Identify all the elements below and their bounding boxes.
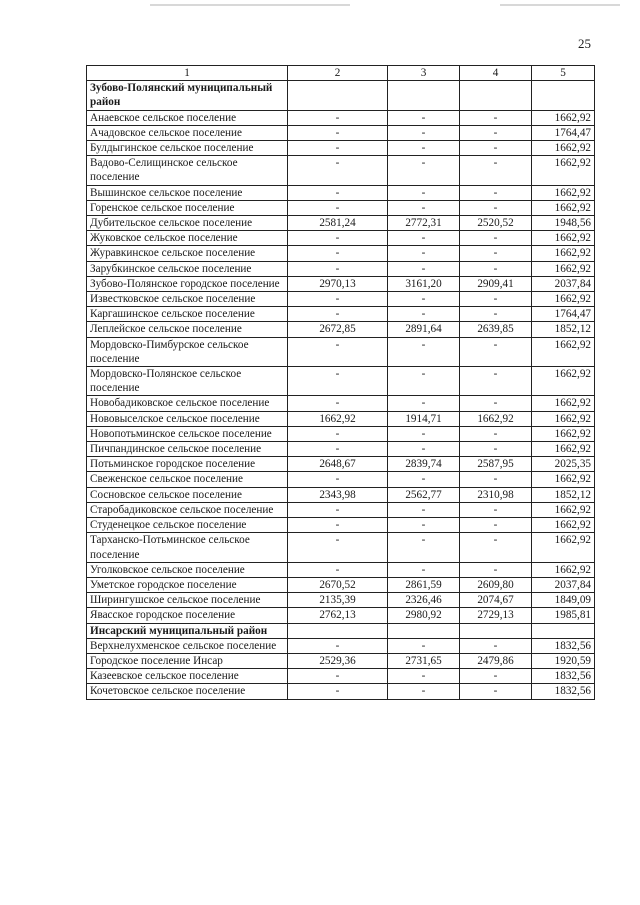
value-col-3: - bbox=[388, 684, 460, 699]
table-row bbox=[87, 608, 595, 623]
value-col-4: - bbox=[460, 156, 532, 185]
value-col-3: 2772,31 bbox=[388, 216, 460, 231]
value-col-3: - bbox=[388, 367, 460, 396]
value-col-2: - bbox=[288, 231, 388, 246]
value-col-4: - bbox=[460, 246, 532, 261]
value-col-5: 1832,56 bbox=[532, 669, 595, 684]
scan-artifact-left bbox=[150, 4, 350, 6]
value-col-5: 1662,92 bbox=[532, 200, 595, 215]
value-col-4: 2909,41 bbox=[460, 276, 532, 291]
table-row bbox=[87, 593, 595, 608]
table-row bbox=[87, 337, 595, 366]
settlement-name: Казеевское сельское поселение bbox=[87, 669, 288, 684]
value-col-3: - bbox=[388, 110, 460, 125]
value-col-2: - bbox=[288, 156, 388, 185]
value-col-2: - bbox=[288, 669, 388, 684]
table-row bbox=[87, 125, 595, 140]
value-col-4: - bbox=[460, 442, 532, 457]
value-col-5: 1849,09 bbox=[532, 593, 595, 608]
value-col-5: 2025,35 bbox=[532, 457, 595, 472]
value-col-5: 1662,92 bbox=[532, 442, 595, 457]
value-col-4: - bbox=[460, 125, 532, 140]
value-col-4: - bbox=[460, 141, 532, 156]
value-col-3: - bbox=[388, 292, 460, 307]
value-col-2: 2648,67 bbox=[288, 457, 388, 472]
value-col-4: - bbox=[460, 533, 532, 562]
settlement-name: Зарубкинское сельское поселение bbox=[87, 261, 288, 276]
empty-cell bbox=[288, 81, 388, 110]
table-body bbox=[87, 81, 595, 699]
table-row bbox=[87, 367, 595, 396]
column-header: 5 bbox=[532, 66, 595, 81]
value-col-3: - bbox=[388, 638, 460, 653]
value-col-2: - bbox=[288, 185, 388, 200]
value-col-5: 1662,92 bbox=[532, 533, 595, 562]
value-col-4: - bbox=[460, 307, 532, 322]
value-col-2: 2343,98 bbox=[288, 487, 388, 502]
settlement-name: Ачадовское сельское поселение bbox=[87, 125, 288, 140]
value-col-4: 2520,52 bbox=[460, 216, 532, 231]
table-row bbox=[87, 246, 595, 261]
value-col-5: 1764,47 bbox=[532, 307, 595, 322]
value-col-5: 1920,59 bbox=[532, 653, 595, 668]
value-col-2: - bbox=[288, 562, 388, 577]
settlement-name: Кочетовское сельское поселение bbox=[87, 684, 288, 699]
value-col-4: - bbox=[460, 261, 532, 276]
value-col-4: - bbox=[460, 110, 532, 125]
section-row bbox=[87, 81, 595, 110]
value-col-4: - bbox=[460, 518, 532, 533]
value-col-3: 2980,92 bbox=[388, 608, 460, 623]
value-col-5: 1852,12 bbox=[532, 322, 595, 337]
value-col-3: 2839,74 bbox=[388, 457, 460, 472]
value-col-4: - bbox=[460, 292, 532, 307]
value-col-3: - bbox=[388, 472, 460, 487]
empty-cell bbox=[460, 81, 532, 110]
value-col-3: 2562,77 bbox=[388, 487, 460, 502]
settlement-name: Вадово-Селищинское сельское поселение bbox=[87, 156, 288, 185]
empty-cell bbox=[532, 623, 595, 638]
table-header-row bbox=[87, 66, 595, 81]
settlement-name: Новобадиковское сельское поселение bbox=[87, 396, 288, 411]
table-row bbox=[87, 261, 595, 276]
value-col-5: 1662,92 bbox=[532, 141, 595, 156]
column-header: 4 bbox=[460, 66, 532, 81]
value-col-4: - bbox=[460, 562, 532, 577]
value-col-5: 1662,92 bbox=[532, 472, 595, 487]
value-col-3: - bbox=[388, 669, 460, 684]
value-col-4: - bbox=[460, 200, 532, 215]
table-row bbox=[87, 110, 595, 125]
empty-cell bbox=[532, 81, 595, 110]
value-col-5: 1662,92 bbox=[532, 367, 595, 396]
table-row bbox=[87, 185, 595, 200]
section-title: Зубово-Полянский муниципальный район bbox=[87, 81, 288, 110]
scan-artifact-right bbox=[500, 4, 620, 6]
settlement-name: Свеженское сельское поселение bbox=[87, 472, 288, 487]
value-col-2: 2970,13 bbox=[288, 276, 388, 291]
value-col-5: 1662,92 bbox=[532, 502, 595, 517]
value-col-2: - bbox=[288, 442, 388, 457]
settlement-name: Уголковское сельское поселение bbox=[87, 562, 288, 577]
settlement-name: Леплейское сельское поселение bbox=[87, 322, 288, 337]
table-row bbox=[87, 276, 595, 291]
value-col-5: 1948,56 bbox=[532, 216, 595, 231]
settlement-name: Анаевское сельское поселение bbox=[87, 110, 288, 125]
value-col-5: 1662,92 bbox=[532, 231, 595, 246]
settlement-name: Сосновское сельское поселение bbox=[87, 487, 288, 502]
value-col-2: - bbox=[288, 502, 388, 517]
settlement-name: Журавкинское сельское поселение bbox=[87, 246, 288, 261]
value-col-2: 2581,24 bbox=[288, 216, 388, 231]
settlement-name: Вышинское сельское поселение bbox=[87, 185, 288, 200]
value-col-2: - bbox=[288, 125, 388, 140]
value-col-5: 1662,92 bbox=[532, 396, 595, 411]
value-col-4: 2609,80 bbox=[460, 577, 532, 592]
value-col-3: 3161,20 bbox=[388, 276, 460, 291]
settlement-name: Старобадиковское сельское поселение bbox=[87, 502, 288, 517]
table-row bbox=[87, 216, 595, 231]
table-row bbox=[87, 577, 595, 592]
value-col-3: - bbox=[388, 156, 460, 185]
value-col-4: 2074,67 bbox=[460, 593, 532, 608]
settlement-name: Булдыгинское сельское поселение bbox=[87, 141, 288, 156]
settlement-name: Пичпандинское сельское поселение bbox=[87, 442, 288, 457]
value-col-3: 2861,59 bbox=[388, 577, 460, 592]
settlement-name: Ширингушское сельское поселение bbox=[87, 593, 288, 608]
value-col-3: - bbox=[388, 261, 460, 276]
page-number: 25 bbox=[578, 36, 591, 51]
value-col-3: - bbox=[388, 502, 460, 517]
table-row bbox=[87, 200, 595, 215]
table-row bbox=[87, 426, 595, 441]
value-col-2: - bbox=[288, 307, 388, 322]
value-col-3: - bbox=[388, 533, 460, 562]
value-col-3: 2891,64 bbox=[388, 322, 460, 337]
table-row bbox=[87, 457, 595, 472]
settlement-name: Дубительское сельское поселение bbox=[87, 216, 288, 231]
value-col-4: - bbox=[460, 337, 532, 366]
empty-cell bbox=[460, 623, 532, 638]
table-row bbox=[87, 487, 595, 502]
table-row bbox=[87, 231, 595, 246]
settlement-name: Верхнелухменское сельское поселение bbox=[87, 638, 288, 653]
value-col-2: - bbox=[288, 533, 388, 562]
value-col-2: 2672,85 bbox=[288, 322, 388, 337]
value-col-4: - bbox=[460, 638, 532, 653]
tariff-table bbox=[86, 65, 595, 700]
value-col-3: - bbox=[388, 562, 460, 577]
value-col-2: 2529,36 bbox=[288, 653, 388, 668]
value-col-5: 1852,12 bbox=[532, 487, 595, 502]
value-col-4: 2729,13 bbox=[460, 608, 532, 623]
value-col-2: 2135,39 bbox=[288, 593, 388, 608]
value-col-3: - bbox=[388, 396, 460, 411]
value-col-4: 2639,85 bbox=[460, 322, 532, 337]
value-col-5: 1662,92 bbox=[532, 426, 595, 441]
settlement-name: Студенецкое сельское поселение bbox=[87, 518, 288, 533]
value-col-5: 1985,81 bbox=[532, 608, 595, 623]
settlement-name: Каргашинское сельское поселение bbox=[87, 307, 288, 322]
value-col-3: 2731,65 bbox=[388, 653, 460, 668]
table-row bbox=[87, 638, 595, 653]
settlement-name: Горенское сельское поселение bbox=[87, 200, 288, 215]
value-col-2: 2762,13 bbox=[288, 608, 388, 623]
value-col-2: - bbox=[288, 426, 388, 441]
settlement-name: Зубово-Полянское городское поселение bbox=[87, 276, 288, 291]
value-col-3: - bbox=[388, 200, 460, 215]
value-col-5: 1662,92 bbox=[532, 411, 595, 426]
value-col-3: - bbox=[388, 231, 460, 246]
value-col-4: 2479,86 bbox=[460, 653, 532, 668]
value-col-2: - bbox=[288, 396, 388, 411]
value-col-3: 2326,46 bbox=[388, 593, 460, 608]
value-col-5: 1832,56 bbox=[532, 684, 595, 699]
settlement-name: Явасское городское поселение bbox=[87, 608, 288, 623]
value-col-4: - bbox=[460, 684, 532, 699]
table-row bbox=[87, 653, 595, 668]
value-col-4: - bbox=[460, 185, 532, 200]
value-col-2: - bbox=[288, 292, 388, 307]
value-col-5: 1662,92 bbox=[532, 292, 595, 307]
value-col-3: - bbox=[388, 426, 460, 441]
value-col-2: 2670,52 bbox=[288, 577, 388, 592]
empty-cell bbox=[388, 81, 460, 110]
column-header: 1 bbox=[87, 66, 288, 81]
table-row bbox=[87, 562, 595, 577]
value-col-5: 2037,84 bbox=[532, 276, 595, 291]
value-col-4: - bbox=[460, 367, 532, 396]
table-row bbox=[87, 518, 595, 533]
value-col-2: - bbox=[288, 638, 388, 653]
settlement-name: Уметское городское поселение bbox=[87, 577, 288, 592]
value-col-5: 1764,47 bbox=[532, 125, 595, 140]
value-col-3: - bbox=[388, 442, 460, 457]
value-col-4: - bbox=[460, 472, 532, 487]
value-col-5: 1832,56 bbox=[532, 638, 595, 653]
value-col-2: - bbox=[288, 472, 388, 487]
empty-cell bbox=[288, 623, 388, 638]
value-col-3: 1914,71 bbox=[388, 411, 460, 426]
table-row bbox=[87, 442, 595, 457]
value-col-5: 1662,92 bbox=[532, 185, 595, 200]
value-col-3: - bbox=[388, 141, 460, 156]
value-col-2: - bbox=[288, 110, 388, 125]
settlement-name: Новопотьминское сельское поселение bbox=[87, 426, 288, 441]
value-col-4: - bbox=[460, 396, 532, 411]
value-col-5: 1662,92 bbox=[532, 261, 595, 276]
settlement-name: Нововыселское сельское поселение bbox=[87, 411, 288, 426]
value-col-4: - bbox=[460, 426, 532, 441]
settlement-name: Мордовско-Пимбурское сельское поселение bbox=[87, 337, 288, 366]
value-col-4: 2310,98 bbox=[460, 487, 532, 502]
value-col-4: - bbox=[460, 502, 532, 517]
value-col-2: - bbox=[288, 518, 388, 533]
section-row bbox=[87, 623, 595, 638]
value-col-5: 2037,84 bbox=[532, 577, 595, 592]
value-col-3: - bbox=[388, 246, 460, 261]
table-row bbox=[87, 396, 595, 411]
column-header: 2 bbox=[288, 66, 388, 81]
table-row bbox=[87, 472, 595, 487]
value-col-2: - bbox=[288, 684, 388, 699]
value-col-2: - bbox=[288, 261, 388, 276]
value-col-2: 1662,92 bbox=[288, 411, 388, 426]
value-col-3: - bbox=[388, 185, 460, 200]
value-col-3: - bbox=[388, 337, 460, 366]
value-col-2: - bbox=[288, 200, 388, 215]
value-col-5: 1662,92 bbox=[532, 337, 595, 366]
value-col-5: 1662,92 bbox=[532, 246, 595, 261]
value-col-5: 1662,92 bbox=[532, 562, 595, 577]
value-col-3: - bbox=[388, 518, 460, 533]
value-col-5: 1662,92 bbox=[532, 518, 595, 533]
column-header: 3 bbox=[388, 66, 460, 81]
settlement-name: Жуковское сельское поселение bbox=[87, 231, 288, 246]
value-col-5: 1662,92 bbox=[532, 156, 595, 185]
value-col-4: - bbox=[460, 231, 532, 246]
value-col-4: 2587,95 bbox=[460, 457, 532, 472]
value-col-2: - bbox=[288, 337, 388, 366]
empty-cell bbox=[388, 623, 460, 638]
value-col-3: - bbox=[388, 125, 460, 140]
table-row bbox=[87, 669, 595, 684]
table-row bbox=[87, 533, 595, 562]
value-col-5: 1662,92 bbox=[532, 110, 595, 125]
value-col-2: - bbox=[288, 246, 388, 261]
value-col-3: - bbox=[388, 307, 460, 322]
table-row bbox=[87, 292, 595, 307]
value-col-2: - bbox=[288, 141, 388, 156]
settlement-name: Известковское сельское поселение bbox=[87, 292, 288, 307]
table-row bbox=[87, 502, 595, 517]
table-row bbox=[87, 684, 595, 699]
table-row bbox=[87, 141, 595, 156]
settlement-name: Потьминское городское поселение bbox=[87, 457, 288, 472]
table-row bbox=[87, 411, 595, 426]
settlement-name: Тарханско-Потьминское сельское поселение bbox=[87, 533, 288, 562]
settlement-name: Мордовско-Полянское сельское поселение bbox=[87, 367, 288, 396]
value-col-4: 1662,92 bbox=[460, 411, 532, 426]
value-col-2: - bbox=[288, 367, 388, 396]
section-title: Инсарский муниципальный район bbox=[87, 623, 288, 638]
table-row bbox=[87, 156, 595, 185]
table-row bbox=[87, 322, 595, 337]
settlement-name: Городское поселение Инсар bbox=[87, 653, 288, 668]
table-row bbox=[87, 307, 595, 322]
value-col-4: - bbox=[460, 669, 532, 684]
